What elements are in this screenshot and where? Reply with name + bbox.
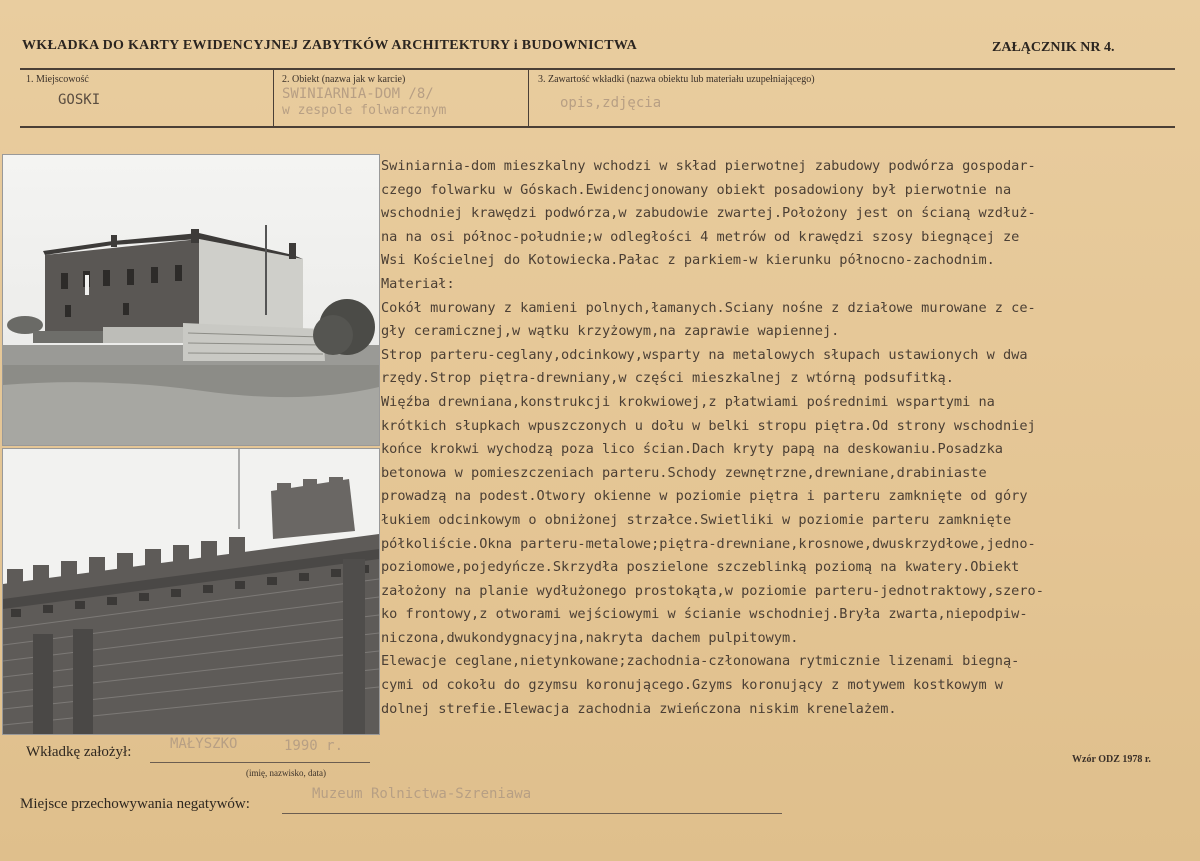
- author-caption: (imię, nazwisko, data): [246, 768, 326, 778]
- description-line: prowadzą na podest.Otwory okienne w poziomie piętra i parteru zamknięte od góry: [381, 488, 1028, 505]
- description-line: wschodniej krawędzi podwórza,w zabudowie zwartej.Położony jest on ścianą wzdłuż-: [381, 205, 1036, 222]
- author-value: MAŁYSZKO: [170, 736, 238, 752]
- wall-photo-graphic: [3, 449, 379, 734]
- contents-label: 3. Zawartość wkładki (nazwa obiektu lub materiału uzupełniającego): [538, 74, 815, 85]
- description-line: założony na planie wydłużonego prostokąta,w poziomie parteru-jednotraktowy,szero-: [381, 582, 1044, 599]
- photo-crenellated-wall: [2, 448, 380, 735]
- description-line: Więźba drewniana,konstrukcji krokwiowej,z płatwiami pośrednimi wspartymi na: [381, 393, 995, 410]
- attachment-number: ZAŁĄCZNIK NR 4.: [992, 40, 1115, 55]
- description-line: półkoliście.Okna parteru-metalowe;piętra-drewniane,krosnowe,dwuskrzydłowe,jedno-: [381, 535, 1036, 552]
- description-line: poziomowe,pojedyńcze.Skrzydła poszielone szczeblinką poziomą na kwatery.Obiekt: [381, 559, 1020, 576]
- description-line: Strop parteru-ceglany,odcinkowy,wsparty na metalowych słupach ustawionych w dwa: [381, 346, 1028, 363]
- description-line: Wsi Kościelnej do Kotowiecka.Pałac z parkiem-w kierunku północno-zachodnim.: [381, 252, 995, 269]
- description-line: łukiem odcinkowym o obniżonej strzałce.Swietliki w poziomie parteru zamknięte: [381, 511, 1012, 528]
- description-line: Materiał:: [381, 275, 455, 292]
- object-label: 2. Obiekt (nazwa jak w karcie): [282, 74, 406, 85]
- author-line: [150, 762, 370, 763]
- storage-label: Miejsce przechowywania negatywów:: [20, 796, 250, 812]
- contents-value: opis,zdjęcia: [560, 95, 662, 111]
- author-label: Wkładkę założył:: [26, 744, 132, 760]
- description-line: rzędy.Strop piętra-drewniany,w części mieszkalnej z wtórną podsufitką.: [381, 370, 954, 387]
- header-rule-bottom: [20, 126, 1175, 128]
- description-line: na na osi północ-południe;w odległości 4 metrów od krawędzi szosy biegnącej ze: [381, 228, 1020, 245]
- field-divider-2: [528, 70, 529, 126]
- description-line: betonowa w pomieszczeniach parteru.Schody zewnętrzne,drewniane,drabiniaste: [381, 464, 987, 481]
- description-line: końce krokwi wychodzą poza lico ścian.Dach kryty papą na deskowaniu.Posadzka: [381, 441, 1003, 458]
- year-value: 1990 r.: [284, 738, 344, 754]
- description-line: Elewacje ceglane,nietynkowane;zachodnia-członowana rytmicznie lizenami biegną-: [381, 653, 1020, 670]
- field-divider-1: [273, 70, 274, 126]
- place-value: GOSKI: [58, 92, 101, 108]
- card-title: WKŁADKA DO KARTY EWIDENCYJNEJ ZABYTKÓW ARCHITEKTURY i BUDOWNICTWA: [22, 38, 638, 53]
- description-line: Cokół murowany z kamieni polnych,łamanych.Sciany nośne z działowe murowane z ce-: [381, 299, 1036, 316]
- storage-line: [282, 813, 782, 814]
- object-value-line1: SWINIARNIA-DOM /8/: [282, 86, 434, 102]
- header-rule-top: [20, 68, 1175, 70]
- description-line: krótkich słupkach wpuszczonych u dołu w belki stropu piętra.Od strony wschodniej: [381, 417, 1036, 434]
- object-value-line2: w zespole folwarcznym: [282, 103, 447, 118]
- form-code: Wzór ODZ 1978 r.: [1072, 754, 1151, 765]
- photo-building: [2, 154, 380, 446]
- place-label: 1. Miejscowość: [26, 74, 89, 85]
- description-line: gły ceramicznej,w wątku krzyżowym,na zaprawie wapiennej.: [381, 323, 840, 340]
- description-text: [381, 155, 1193, 721]
- description-line: ko frontowy,z otworami wejściowymi w ścianie wschodniej.Bryła zwarta,niepodpiw-: [381, 606, 1028, 623]
- description-line: cymi od cokołu do gzymsu koronującego.Gzyms koronujący z motywem kostkowym w: [381, 677, 1003, 694]
- description-line: Swiniarnia-dom mieszkalny wchodzi w skład pierwotnej zabudowy podwórza gospodar-: [381, 158, 1036, 174]
- description-line: niczona,dwukondygnacyjna,nakryta dachem pulpitowym.: [381, 629, 799, 646]
- building-photo-graphic: [3, 155, 379, 445]
- description-line: dolnej strefie.Elewacja zachodnia zwieńczona niskim krenelażem.: [381, 700, 897, 717]
- description-line: czego folwarku w Góskach.Ewidencjonowany obiekt posadowiony był pierwotnie na: [381, 181, 1012, 198]
- storage-value: Muzeum Rolnictwa-Szreniawa: [312, 786, 532, 802]
